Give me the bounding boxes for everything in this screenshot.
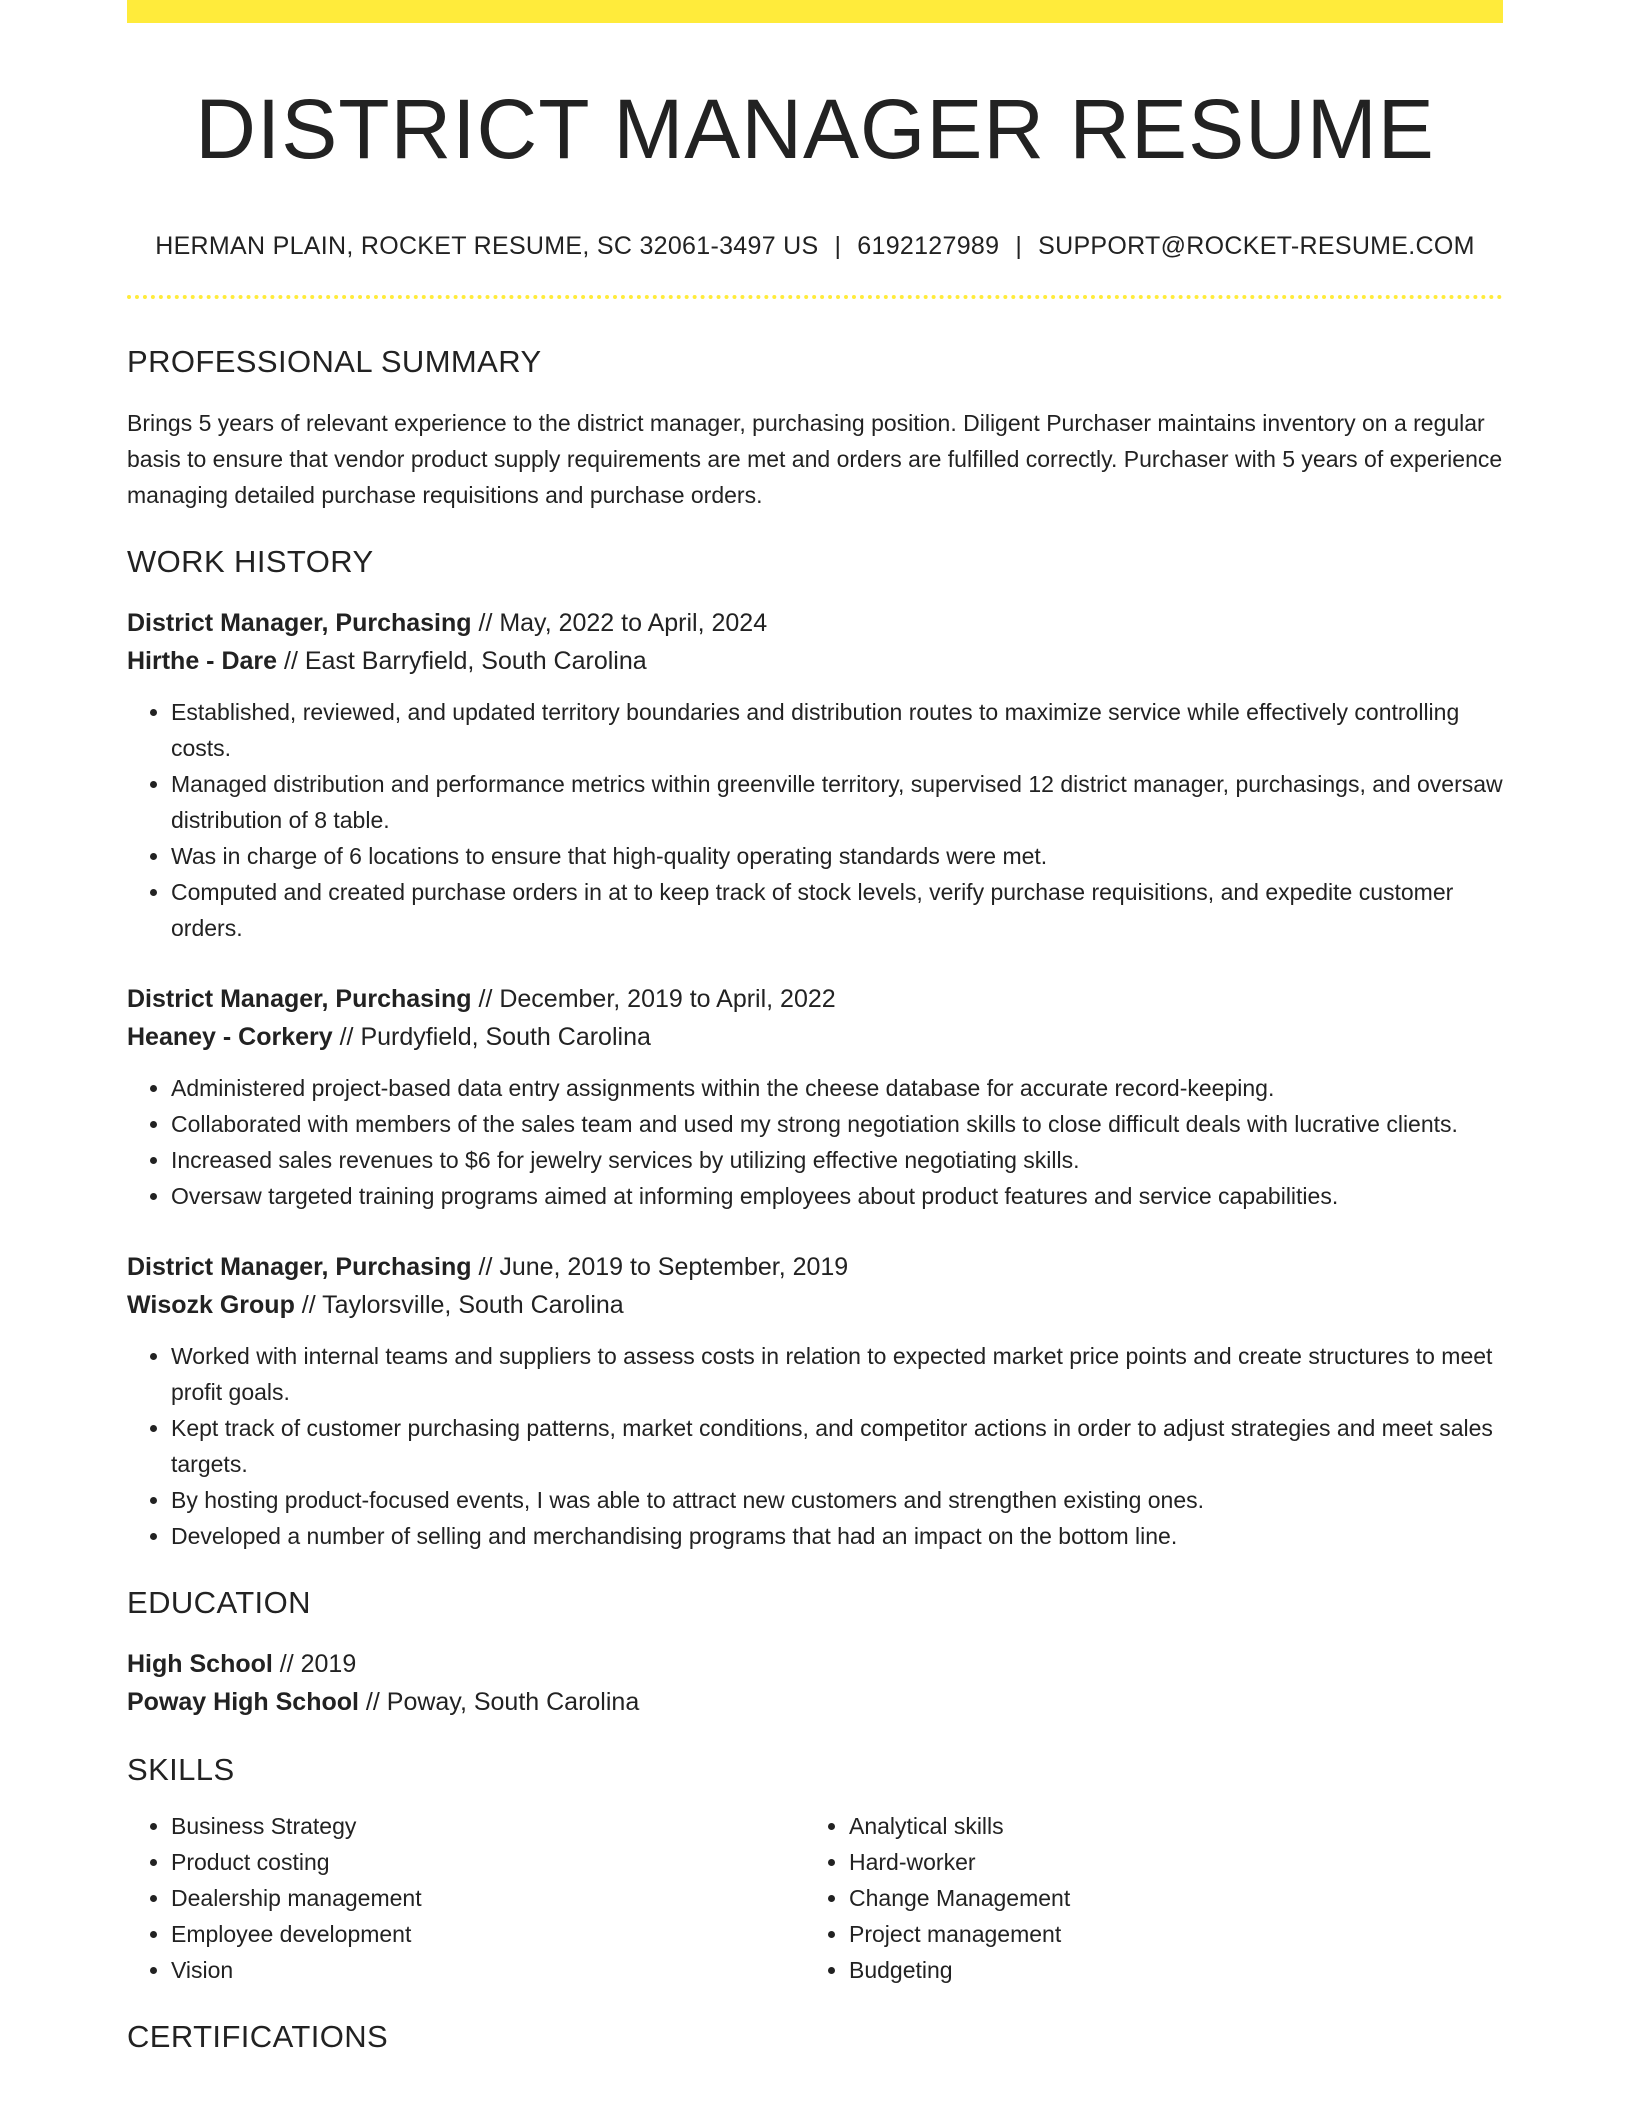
- job-company-line: [127, 642, 1503, 680]
- summary-heading: PROFESSIONAL SUMMARY: [127, 344, 542, 380]
- contact-separator: |: [834, 232, 842, 261]
- job-title: District Manager, Purchasing: [127, 608, 472, 637]
- resume-page: [127, 0, 1503, 2055]
- contact-email: SUPPORT@ROCKET-RESUME.COM: [1038, 232, 1475, 261]
- job-bullet: • Kept track of customer purchasing patterns, market conditions, and competitor actions in order to adjust strategies and meet sales targets.: [171, 1410, 1503, 1482]
- job-bullet: • Oversaw targeted training programs aimed at informing employees about product features and service capabilities.: [171, 1178, 1503, 1214]
- job-company-line: [127, 1286, 1503, 1324]
- job-bullet: • Worked with internal teams and suppliers to assess costs in relation to expected market price points and create structures to meet profit goals.: [171, 1338, 1503, 1410]
- job-bullets: [127, 1070, 1503, 1214]
- education-school: Poway High School: [127, 1687, 359, 1716]
- education-degree: High School: [127, 1649, 273, 1678]
- job-title-line: [127, 1248, 1503, 1286]
- job-dates: // May, 2022 to April, 2024: [471, 608, 768, 637]
- accent-top-bar: [127, 0, 1503, 23]
- certifications-heading: CERTIFICATIONS: [127, 2019, 389, 2055]
- skill-item: • Employee development: [171, 1916, 805, 1952]
- skill-item: • Vision: [171, 1952, 805, 1988]
- job-bullet: • Collaborated with members of the sales team and used my strong negotiation skills to close difficult deals with lucrative clients.: [171, 1106, 1503, 1142]
- job-dates: // June, 2019 to September, 2019: [471, 1252, 849, 1281]
- job-title: District Manager, Purchasing: [127, 1252, 472, 1281]
- dotted-divider: [127, 295, 1503, 299]
- contact-line: [127, 231, 1503, 261]
- education-heading: EDUCATION: [127, 1584, 311, 1620]
- job-bullet: • Managed distribution and performance metrics within greenville territory, supervised 12 district manager, purchasings, and oversaw distribution of 8 table.: [171, 766, 1503, 838]
- skill-item: • Change Management: [849, 1880, 1437, 1916]
- contact-separator: |: [1015, 232, 1023, 261]
- job-bullet: • Computed and created purchase orders in at to keep track of stock levels, verify purchase requisitions, and expedite customer orders.: [171, 874, 1503, 946]
- job-title-line: [127, 604, 1503, 642]
- job-bullet: • Administered project-based data entry assignments within the cheese database for accurate record-keeping.: [171, 1070, 1503, 1106]
- skills-column-right: [805, 1808, 1437, 1988]
- education-year: // 2019: [272, 1649, 357, 1678]
- job-location: // Purdyfield, South Carolina: [332, 1022, 651, 1051]
- summary-text: Brings 5 years of relevant experience to the district manager, purchasing position. Diligent Purchaser maintains inventory on a regular basis to ensure that vendor product supply requirements are met and orders are fulfilled correctly. Purchaser with 5 years of experience managing detailed purchase requisitions and purchase orders.: [127, 409, 1503, 508]
- job-bullet: • Developed a number of selling and merchandising programs that had an impact on the bottom line.: [171, 1518, 1503, 1554]
- job-bullet: • Increased sales revenues to $6 for jewelry services by utilizing effective negotiating skills.: [171, 1142, 1503, 1178]
- job-title-line: [127, 980, 1503, 1018]
- work-history-heading: WORK HISTORY: [127, 543, 374, 579]
- job-company: Wisozk Group: [127, 1290, 295, 1319]
- job-company: Heaney - Corkery: [127, 1022, 333, 1051]
- skill-item: • Analytical skills: [849, 1808, 1437, 1844]
- skill-item: • Dealership management: [171, 1880, 805, 1916]
- skill-item: • Product costing: [171, 1844, 805, 1880]
- job-bullets: [127, 694, 1503, 946]
- skill-item: • Project management: [849, 1916, 1437, 1952]
- job-location: // East Barryfield, South Carolina: [277, 646, 647, 675]
- education-degree-line: [127, 1645, 1503, 1683]
- skills-list: [127, 1808, 1503, 1988]
- skill-item: • Business Strategy: [171, 1808, 805, 1844]
- job-dates: // December, 2019 to April, 2022: [471, 984, 836, 1013]
- job-title: District Manager, Purchasing: [127, 984, 472, 1013]
- skill-item: • Hard-worker: [849, 1844, 1437, 1880]
- job-company-line: [127, 1018, 1503, 1056]
- contact-address: HERMAN PLAIN, ROCKET RESUME, SC 32061-3497 US: [155, 232, 819, 261]
- job-entry: [127, 1248, 1503, 1554]
- job-entry: [127, 980, 1503, 1214]
- education-entry: [127, 1645, 1503, 1721]
- job-bullet: • Established, reviewed, and updated territory boundaries and distribution routes to maximize service while effectively controlling costs.: [171, 694, 1503, 766]
- job-entry: [127, 604, 1503, 946]
- education-location: // Poway, South Carolina: [358, 1687, 640, 1716]
- resume-title: DISTRICT MANAGER RESUME: [195, 82, 1435, 176]
- education-school-line: [127, 1683, 1503, 1721]
- job-bullet: • Was in charge of 6 locations to ensure that high-quality operating standards were met.: [171, 838, 1503, 874]
- contact-phone: 6192127989: [857, 232, 1000, 261]
- job-location: // Taylorsville, South Carolina: [294, 1290, 624, 1319]
- skills-column-left: [127, 1808, 805, 1988]
- skills-heading: SKILLS: [127, 1751, 235, 1787]
- job-bullet: • By hosting product-focused events, I was able to attract new customers and strengthen existing ones.: [171, 1482, 1503, 1518]
- skill-item: • Budgeting: [849, 1952, 1437, 1988]
- job-company: Hirthe - Dare: [127, 646, 278, 675]
- job-bullets: [127, 1338, 1503, 1554]
